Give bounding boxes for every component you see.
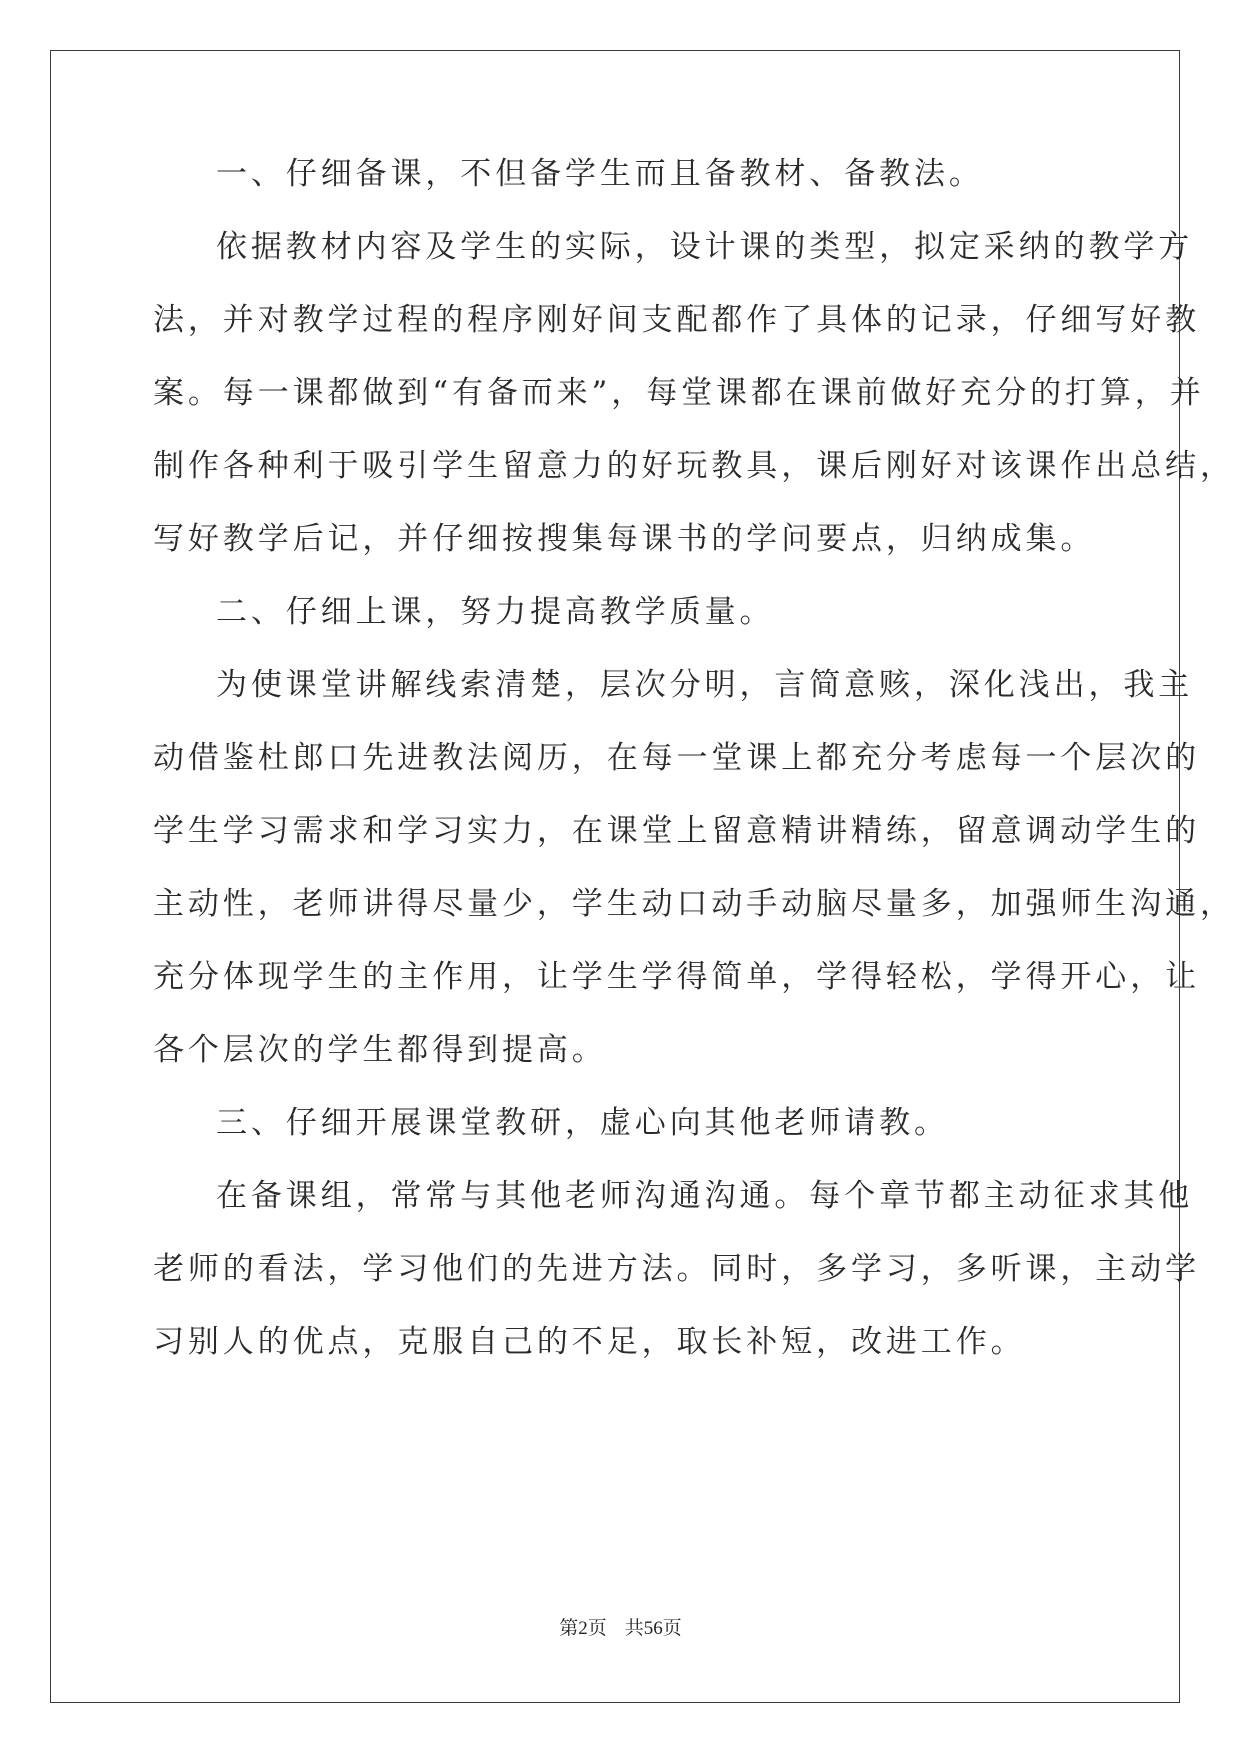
paragraph-line: 写好教学后记，并仔细按搜集每课书的学问要点，归纳成集。 (153, 521, 1096, 557)
page-number: 第2页 (559, 1618, 607, 1639)
page-footer (0, 1617, 1241, 1641)
paragraph-line: 法，并对教学过程的程序刚好间支配都作了具体的记录，仔细写好教 (153, 302, 1200, 338)
paragraph-line: 主动性，老师讲得尽量少，学生动口动手动脑尽量多，加强师生沟通， (153, 886, 1235, 922)
page-border (50, 50, 1180, 1703)
paragraph-heading-1: 一、仔细备课，不但备学生而且备教材、备教法。 (216, 156, 984, 192)
paragraph-line: 习别人的优点，克服自己的不足，取长补短，改进工作。 (153, 1324, 1026, 1360)
paragraph-heading-2: 二、仔细上课，努力提高教学质量。 (216, 594, 775, 630)
paragraph-line: 依据教材内容及学生的实际，设计课的类型，拟定采纳的教学方 (216, 229, 1194, 265)
paragraph-line: 制作各种利于吸引学生留意力的好玩教具，课后刚好对该课作出总结， (153, 448, 1235, 484)
paragraph-line: 各个层次的学生都得到提高。 (153, 1032, 607, 1068)
paragraph-line: 老师的看法，学习他们的先进方法。同时，多学习，多听课，主动学 (153, 1251, 1200, 1287)
paragraph-heading-3: 三、仔细开展课堂教研，虚心向其他老师请教。 (216, 1105, 949, 1141)
page-total: 共56页 (624, 1618, 682, 1639)
paragraph-line: 在备课组，常常与其他老师沟通沟通。每个章节都主动征求其他 (216, 1178, 1194, 1214)
paragraph-line: 学生学习需求和学习实力，在课堂上留意精讲精练，留意调动学生的 (153, 813, 1200, 849)
paragraph-line: 为使课堂讲解线索清楚，层次分明，言简意赅，深化浅出，我主 (216, 667, 1194, 703)
paragraph-line: 动借鉴杜郎口先进教法阅历，在每一堂课上都充分考虑每一个层次的 (153, 740, 1200, 776)
paragraph-line: 案。每一课都做到“有备而来”，每堂课都在课前做好充分的打算，并 (153, 375, 1205, 411)
paragraph-line: 充分体现学生的主作用，让学生学得简单，学得轻松，学得开心，让 (153, 959, 1200, 995)
